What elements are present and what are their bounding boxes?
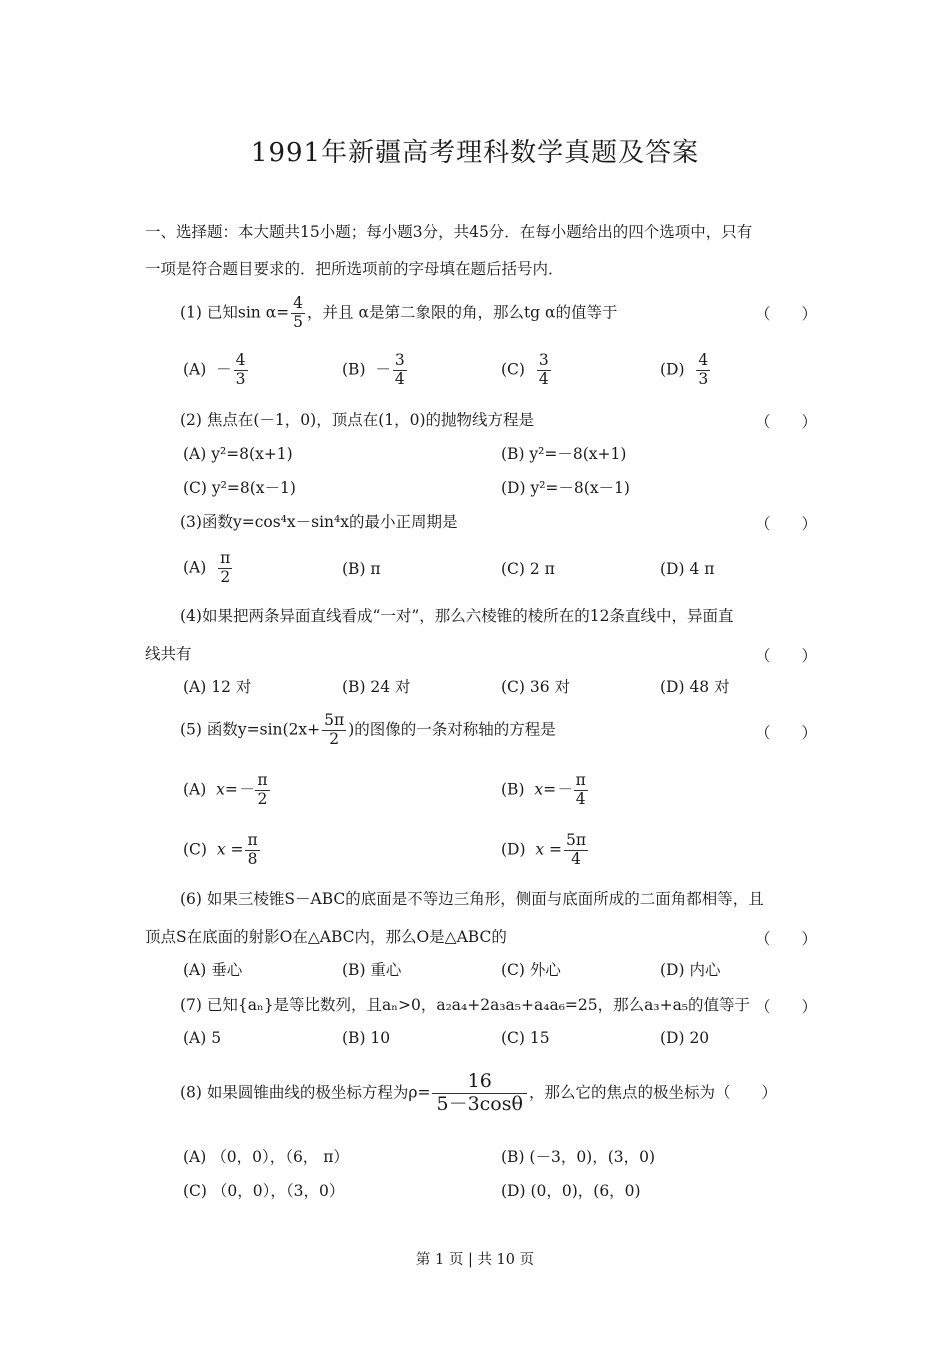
- q1-c-num: 3: [538, 351, 549, 369]
- q5-c-label: (C): [183, 840, 207, 859]
- q1-frac-den: 5: [293, 312, 304, 331]
- q5-a-den: 2: [257, 789, 268, 808]
- q2-option-c: (C) y²=8(x－1): [183, 479, 296, 497]
- q5-option-b: [501, 772, 590, 809]
- q2-option-d: (D) y²=－8(x－1): [501, 479, 630, 497]
- q1-a-sign: －: [216, 360, 232, 379]
- q5-post: )的图像的一条对称轴的方程是: [348, 720, 556, 739]
- q1-fraction: [291, 295, 305, 332]
- q8-frac-den: 5－3cosθ: [436, 1092, 523, 1115]
- q5-option-c: [183, 832, 262, 869]
- q3-option-d: (D) 4 π: [660, 560, 715, 578]
- q8-option-a: (A) （0，0），（6， π）: [183, 1148, 349, 1166]
- q2-answer-paren: （ ）: [755, 413, 818, 431]
- section-intro-line1: 一、选择题：本大题共15小题；每小题3分，共45分．在每小题给出的四个选项中，只有: [145, 223, 753, 241]
- q1-b-num: 3: [394, 351, 405, 369]
- q5-c-den: 8: [247, 849, 258, 868]
- q5-a-lhs: x=－: [216, 780, 254, 799]
- q4-answer-paren: （ ）: [755, 647, 818, 665]
- q1-d-num: 4: [698, 351, 709, 369]
- q5-pre: (5) 函数y=sin(2x+: [180, 720, 321, 739]
- q5-frac-den: 2: [329, 729, 340, 748]
- q5-option-a: [183, 772, 272, 809]
- q5-a-label: (A): [183, 780, 207, 799]
- q7-option-a: (A) 5: [183, 1029, 222, 1047]
- question-6-stem-line2: 顶点S在底面的射影O在△ABC内，那么O是△ABC的: [145, 928, 507, 946]
- q3-option-b: (B) π: [342, 560, 381, 578]
- q1-b-label: (B): [342, 360, 366, 379]
- q5-d-lhs: x =: [535, 840, 563, 859]
- section-intro-line2: 一项是符合题目要求的．把所选项前的字母填在题后括号内．: [145, 260, 564, 278]
- question-1-stem: [180, 295, 618, 332]
- q4-option-c: (C) 36 对: [501, 678, 571, 696]
- q5-b-label: (B): [501, 780, 525, 799]
- q5-d-label: (D): [501, 840, 526, 859]
- q3-answer-paren: （ ）: [755, 515, 818, 533]
- q5-b-den: 4: [575, 789, 586, 808]
- q6-option-c: (C) 外心: [501, 961, 561, 979]
- q7-answer-paren: （ ）: [755, 998, 818, 1016]
- q3-option-c: (C) 2 π: [501, 560, 555, 578]
- q6-answer-paren: （ ）: [755, 930, 818, 948]
- q5-d-num: 5π: [566, 831, 587, 849]
- q6-option-a: (A) 垂心: [183, 961, 243, 979]
- q1-a-num: 4: [235, 351, 246, 369]
- q8-post: ，那么它的焦点的极坐标为（ ）: [528, 1083, 777, 1102]
- question-3-stem: (3)函数y=cos⁴x－sin⁴x的最小正周期是: [180, 513, 458, 531]
- q1-option-d: [660, 352, 712, 389]
- q4-option-b: (B) 24 对: [342, 678, 411, 696]
- q5-b-lhs: x=－: [534, 780, 572, 799]
- q7-option-c: (C) 15: [501, 1029, 550, 1047]
- q1-d-label: (D): [660, 360, 685, 379]
- q5-c-lhs: x =: [216, 840, 244, 859]
- question-6-stem-line1: (6) 如果三棱锥S－ABC的底面是不等边三角形，侧面与底面所成的二面角都相等，且: [180, 890, 764, 908]
- q1-post: ，并且 α是第二象限的角，那么tg α的值等于: [307, 303, 618, 322]
- q1-a-den: 3: [235, 369, 246, 388]
- q2-option-b: (B) y²=－8(x+1): [501, 445, 627, 463]
- q1-frac-num: 4: [293, 294, 304, 312]
- q7-option-d: (D) 20: [660, 1029, 710, 1047]
- q3-a-den: 2: [220, 567, 231, 586]
- q8-pre: (8) 如果圆锥曲线的极坐标方程为ρ=: [180, 1083, 431, 1102]
- q8-option-b: (B) (－3，0)，(3，0): [501, 1148, 656, 1166]
- page-title: 1991年新疆高考理科数学真题及答案: [250, 138, 700, 168]
- question-4-stem-line1: (4)如果把两条异面直线看成“一对”，那么六棱锥的棱所在的12条直线中，异面直: [180, 607, 734, 625]
- q1-d-den: 3: [698, 369, 709, 388]
- q1-c-den: 4: [538, 369, 549, 388]
- q5-d-den: 4: [571, 849, 582, 868]
- question-7-stem: (7) 已知{aₙ}是等比数列，且aₙ>0，a₂a₄+2a₃a₅+a₄a₆=25，那么a₃+a₅的值等于: [180, 996, 751, 1014]
- q1-option-a: [183, 352, 250, 389]
- q5-a-num: π: [257, 771, 268, 789]
- q1-answer-paren: （ ）: [755, 305, 818, 323]
- q1-pre: (1) 已知sin α=: [180, 303, 290, 322]
- question-5-stem: [180, 712, 556, 749]
- q6-option-b: (B) 重心: [342, 961, 402, 979]
- question-4-stem-line2: 线共有: [145, 645, 192, 663]
- q5-frac-num: 5π: [324, 711, 345, 729]
- q5-b-num: π: [575, 771, 586, 789]
- q1-c-label: (C): [501, 360, 525, 379]
- q7-option-b: (B) 10: [342, 1029, 391, 1047]
- q4-option-a: (A) 12 对: [183, 678, 252, 696]
- q3-a-num: π: [220, 549, 231, 567]
- q1-option-b: [342, 352, 409, 389]
- q1-a-label: (A): [183, 360, 207, 379]
- q3-option-a: [183, 550, 234, 587]
- q1-option-c: [501, 352, 553, 389]
- question-8-stem: [180, 1071, 777, 1116]
- q1-b-sign: －: [375, 360, 391, 379]
- q3-a-label: (A): [183, 558, 207, 577]
- q1-b-den: 4: [394, 369, 405, 388]
- q5-c-num: π: [247, 831, 258, 849]
- q5-answer-paren: （ ）: [755, 724, 818, 742]
- q8-option-c: (C) （0，0），（3，0）: [183, 1182, 345, 1200]
- q6-option-d: (D) 内心: [660, 961, 721, 979]
- page-footer: 第 1 页 | 共 10 页: [415, 1252, 535, 1268]
- q5-option-d: [501, 832, 590, 869]
- q2-option-a: (A) y²=8(x+1): [183, 445, 293, 463]
- q8-option-d: (D) (0，0)，(6，0): [501, 1182, 641, 1200]
- q4-option-d: (D) 48 对: [660, 678, 730, 696]
- q8-frac-num: 16: [432, 1071, 526, 1094]
- question-2-stem: (2) 焦点在(－1，0)，顶点在(1，0)的抛物线方程是: [180, 411, 535, 429]
